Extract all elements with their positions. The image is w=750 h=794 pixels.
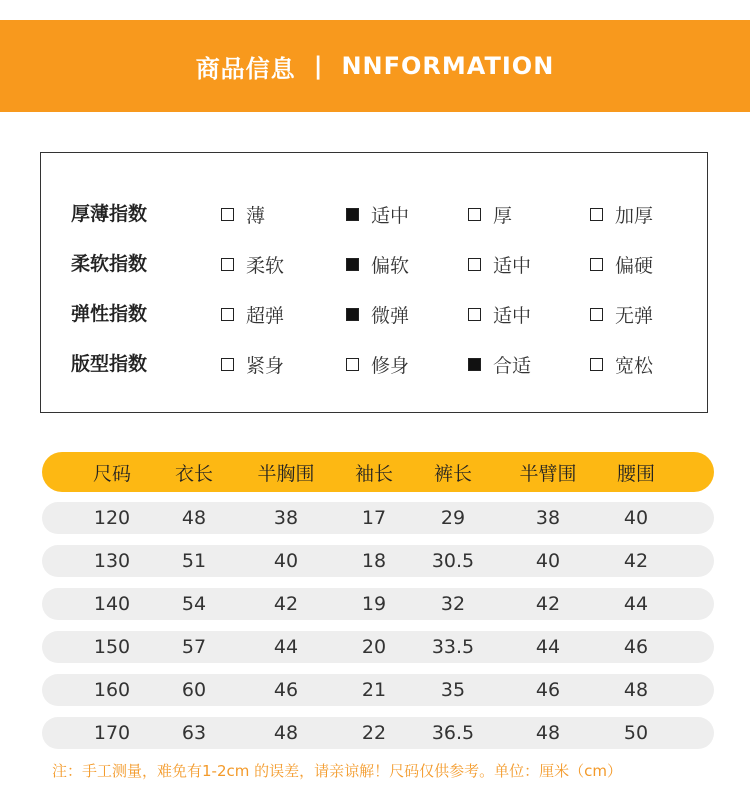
table-cell: 44 [623, 593, 649, 615]
fabric-index-panel [40, 152, 708, 413]
info-row-label: 版型指数 [71, 353, 148, 375]
table-header-cell: 尺码 [92, 462, 132, 485]
table-cell: 120 [93, 507, 131, 529]
info-option-label: 适中 [493, 254, 532, 277]
table-cell: 29 [440, 507, 466, 529]
table-header-cell: 衣长 [174, 462, 214, 485]
unchecked-box-icon [221, 358, 234, 371]
info-option-label: 加厚 [615, 204, 654, 227]
table-cell: 48 [535, 722, 561, 744]
table-cell: 46 [535, 679, 561, 701]
table-row [42, 545, 714, 577]
checked-box-icon [346, 308, 359, 321]
table-row [42, 631, 714, 663]
info-option [221, 300, 284, 328]
table-cell: 48 [623, 679, 649, 701]
table-cell: 32 [440, 593, 466, 615]
table-cell: 60 [181, 679, 207, 701]
unchecked-box-icon [590, 258, 603, 271]
table-cell: 33.5 [431, 636, 475, 658]
size-table-header [42, 452, 714, 492]
info-option [590, 250, 653, 278]
table-row [42, 717, 714, 749]
table-cell: 160 [93, 679, 131, 701]
table-row [42, 588, 714, 620]
table-cell: 50 [623, 722, 649, 744]
info-option-label: 超弹 [246, 304, 285, 327]
info-option [590, 300, 653, 328]
table-row [42, 674, 714, 706]
table-cell: 17 [361, 507, 387, 529]
table-cell: 38 [535, 507, 561, 529]
info-option [468, 200, 512, 228]
info-option-label: 适中 [371, 204, 410, 227]
table-cell: 63 [181, 722, 207, 744]
table-cell: 36.5 [431, 722, 475, 744]
info-banner [0, 20, 750, 112]
table-cell: 42 [623, 550, 649, 572]
table-cell: 22 [361, 722, 387, 744]
info-row [41, 350, 707, 378]
table-header-cell: 袖长 [354, 462, 394, 485]
table-cell: 48 [181, 507, 207, 529]
table-cell: 150 [93, 636, 131, 658]
table-cell: 48 [273, 722, 299, 744]
table-cell: 42 [273, 593, 299, 615]
table-cell: 18 [361, 550, 387, 572]
table-cell: 38 [273, 507, 299, 529]
banner-title-cn: 商品信息 [195, 54, 296, 83]
table-cell: 170 [93, 722, 131, 744]
info-option [346, 250, 409, 278]
unchecked-box-icon [468, 308, 481, 321]
table-cell: 140 [93, 593, 131, 615]
table-cell: 40 [273, 550, 299, 572]
table-header-cell: 半臂围 [519, 462, 577, 485]
info-option [221, 350, 284, 378]
info-row [41, 200, 707, 228]
info-option [468, 350, 531, 378]
table-cell: 44 [273, 636, 299, 658]
unchecked-box-icon [590, 208, 603, 221]
checked-box-icon [346, 258, 359, 271]
table-row [42, 502, 714, 534]
info-option [346, 350, 409, 378]
info-row [41, 250, 707, 278]
table-cell: 46 [623, 636, 649, 658]
table-cell: 19 [361, 593, 387, 615]
checked-box-icon [346, 208, 359, 221]
unchecked-box-icon [346, 358, 359, 371]
table-cell: 40 [623, 507, 649, 529]
table-cell: 44 [535, 636, 561, 658]
info-option-label: 适中 [493, 304, 532, 327]
table-cell: 21 [361, 679, 387, 701]
info-option-label: 偏硬 [615, 254, 654, 277]
table-cell: 35 [440, 679, 466, 701]
unchecked-box-icon [590, 308, 603, 321]
info-option-label: 紧身 [246, 354, 285, 377]
table-cell: 46 [273, 679, 299, 701]
info-option [346, 300, 409, 328]
table-cell: 130 [93, 550, 131, 572]
table-cell: 42 [535, 593, 561, 615]
info-option-label: 微弹 [371, 304, 410, 327]
info-option [590, 200, 653, 228]
info-option-label: 无弹 [615, 304, 654, 327]
table-cell: 40 [535, 550, 561, 572]
info-option-label: 合适 [493, 354, 532, 377]
info-option [590, 350, 653, 378]
unchecked-box-icon [221, 258, 234, 271]
info-option [221, 200, 265, 228]
info-option-label: 修身 [371, 354, 410, 377]
table-cell: 51 [181, 550, 207, 572]
info-row-label: 厚薄指数 [71, 203, 148, 225]
info-option [221, 250, 284, 278]
table-header-cell: 半胸围 [257, 462, 315, 485]
info-row [41, 300, 707, 328]
info-option-label: 偏软 [371, 254, 410, 277]
info-option-label: 薄 [246, 204, 266, 227]
info-option-label: 厚 [493, 204, 513, 227]
table-cell: 20 [361, 636, 387, 658]
unchecked-box-icon [468, 208, 481, 221]
info-row-label: 柔软指数 [71, 253, 148, 275]
unchecked-box-icon [468, 258, 481, 271]
info-row-label: 弹性指数 [71, 303, 148, 325]
info-option-label: 宽松 [615, 354, 654, 377]
info-option [346, 200, 409, 228]
table-cell: 57 [181, 636, 207, 658]
measurement-note: 注：手工测量，难免有1-2cm 的误差，请亲谅解！尺码仅供参考。单位：厘米（cm） [52, 762, 622, 780]
info-option-label: 柔软 [246, 254, 285, 277]
checked-box-icon [468, 358, 481, 371]
unchecked-box-icon [221, 308, 234, 321]
unchecked-box-icon [221, 208, 234, 221]
info-option [468, 300, 531, 328]
table-header-cell: 裤长 [433, 462, 473, 485]
info-option [468, 250, 531, 278]
unchecked-box-icon [590, 358, 603, 371]
banner-separator: | [313, 52, 324, 80]
banner-title-en: NNFORMATION [341, 52, 555, 80]
table-cell: 54 [181, 593, 207, 615]
table-header-cell: 腰围 [616, 462, 656, 485]
table-cell: 30.5 [431, 550, 475, 572]
